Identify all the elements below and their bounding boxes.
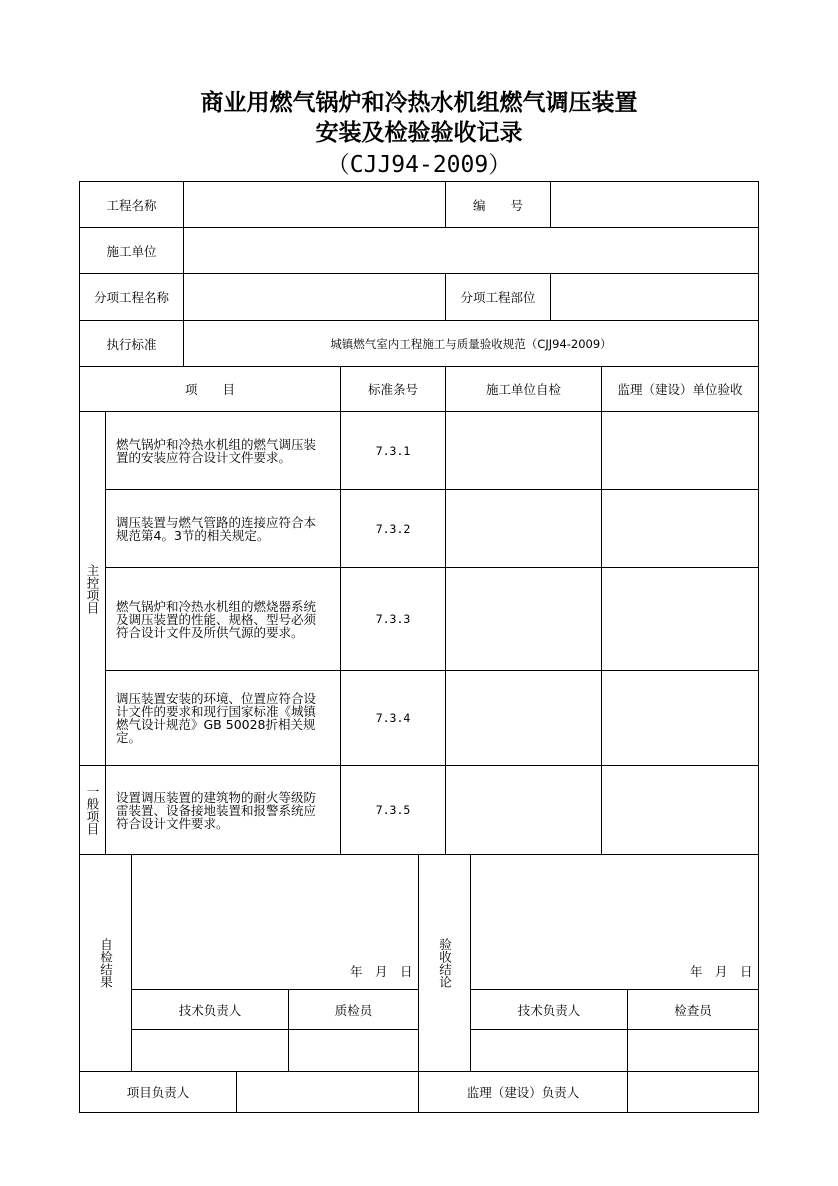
item-supervision-cell[interactable] xyxy=(601,670,759,766)
self-result-date: 年 月 日 xyxy=(350,964,413,979)
number-field[interactable] xyxy=(550,181,759,228)
item-self-check-cell[interactable] xyxy=(445,411,602,490)
sub-project-part-label: 分项工程部位 xyxy=(445,273,551,321)
construction-unit-field[interactable] xyxy=(183,227,759,274)
title-line2: 安装及检验验收记录 xyxy=(315,120,523,146)
item-clause: 7.3.5 xyxy=(340,765,446,855)
acceptance-tech-lead-label: 技术负责人 xyxy=(470,989,628,1030)
sub-project-name-field[interactable] xyxy=(183,273,446,321)
project-manager-label: 项目负责人 xyxy=(79,1071,237,1113)
number-label: 编 号 xyxy=(445,181,551,228)
item-text: 燃气锅炉和冷热水机组的燃烧器系统及调压装置的性能、规格、型号必须符合设计文件及所供气源的要求。 xyxy=(105,567,341,671)
acceptance-date: 年 月 日 xyxy=(690,964,753,979)
title-line1: 商业用燃气锅炉和冷热水机组燃气调压装置 xyxy=(200,90,638,116)
quality-inspector-sign[interactable] xyxy=(288,1029,419,1072)
acceptance-tech-lead-sign[interactable] xyxy=(470,1029,628,1072)
self-result-label: 自检结果 xyxy=(79,854,132,1072)
item-clause: 7.3.2 xyxy=(340,489,446,568)
item-clause: 7.3.3 xyxy=(340,567,446,671)
item-self-check-cell[interactable] xyxy=(445,765,602,855)
title-standard: （CJJ94-2009） xyxy=(326,152,512,178)
item-self-check-cell[interactable] xyxy=(445,489,602,568)
inspector-label: 检查员 xyxy=(627,989,759,1030)
item-text: 调压装置安装的环境、位置应符合设计文件的要求和现行国家标准《城镇燃气设计规范》GB 50028折相关规定。 xyxy=(105,670,341,766)
item-text: 燃气锅炉和冷热水机组的燃气调压装置的安装应符合设计文件要求。 xyxy=(105,411,341,490)
item-clause: 7.3.1 xyxy=(340,411,446,490)
supervisor-sign[interactable] xyxy=(627,1071,759,1113)
inspector-sign[interactable] xyxy=(627,1029,759,1072)
item-clause: 7.3.4 xyxy=(340,670,446,766)
item-text: 设置调压装置的建筑物的耐火等级防雷装置、设备接地装置和报警系统应符合设计文件要求。 xyxy=(105,765,341,855)
quality-inspector-label: 质检员 xyxy=(288,989,419,1030)
col-clause: 标准条号 xyxy=(340,366,446,412)
construction-unit-label: 施工单位 xyxy=(79,227,184,274)
group-main: 主控项目 xyxy=(79,411,106,766)
col-supervision: 监理（建设）单位验收 xyxy=(601,366,759,412)
tech-lead-sign[interactable] xyxy=(131,1029,289,1072)
item-supervision-cell[interactable] xyxy=(601,765,759,855)
project-manager-sign[interactable] xyxy=(236,1071,419,1113)
item-supervision-cell[interactable] xyxy=(601,567,759,671)
item-supervision-cell[interactable] xyxy=(601,489,759,568)
project-name-label: 工程名称 xyxy=(79,181,184,228)
standard-value: 城镇燃气室内工程施工与质量验收规范（CJJ94-2009） xyxy=(183,320,759,367)
group-general: 一般项目 xyxy=(79,765,106,855)
col-item: 项 目 xyxy=(79,366,341,412)
supervisor-label: 监理（建设）负责人 xyxy=(418,1071,628,1113)
item-text: 调压装置与燃气管路的连接应符合本规范第4。3节的相关规定。 xyxy=(105,489,341,568)
tech-lead-label: 技术负责人 xyxy=(131,989,289,1030)
sub-project-part-field[interactable] xyxy=(550,273,759,321)
sub-project-name-label: 分项工程名称 xyxy=(79,273,184,321)
project-name-field[interactable] xyxy=(183,181,446,228)
standard-label: 执行标准 xyxy=(79,320,184,367)
item-self-check-cell[interactable] xyxy=(445,670,602,766)
col-self-check: 施工单位自检 xyxy=(445,366,602,412)
acceptance-label: 验收结论 xyxy=(418,854,471,1072)
item-self-check-cell[interactable] xyxy=(445,567,602,671)
item-supervision-cell[interactable] xyxy=(601,411,759,490)
